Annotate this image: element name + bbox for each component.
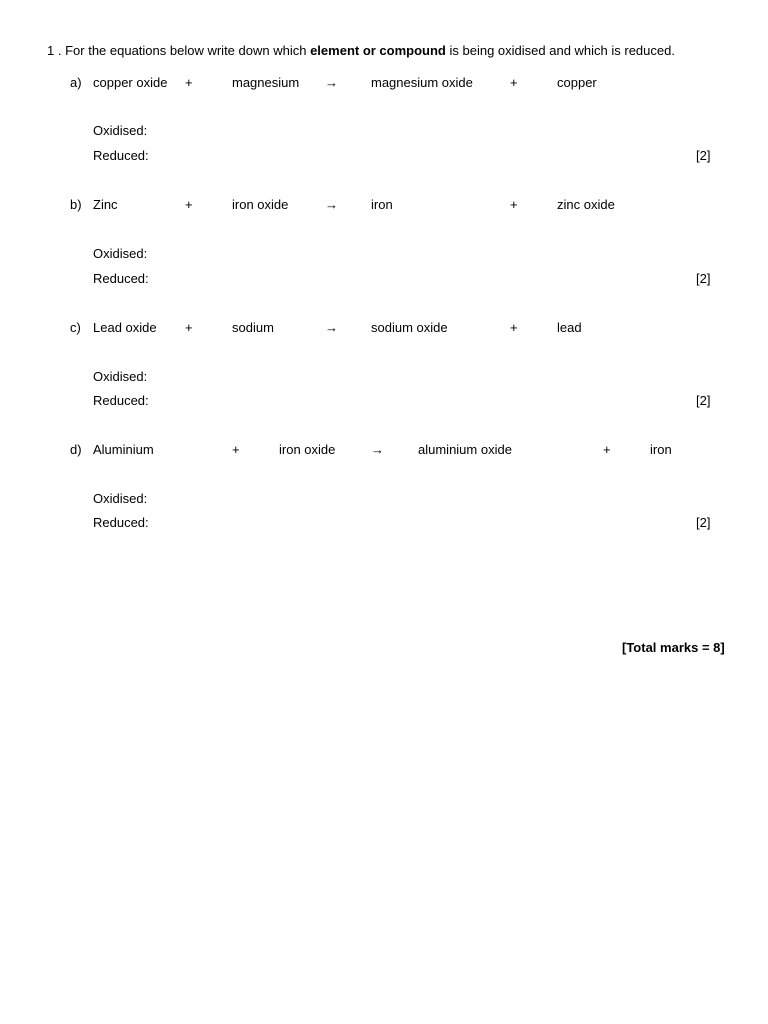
reactant-1: Aluminium	[93, 442, 154, 457]
marks-allocation: [2]	[696, 148, 711, 163]
arrow-right-icon: →	[325, 320, 338, 335]
arrow-right-icon: →	[325, 197, 338, 212]
marks-allocation: [2]	[696, 393, 711, 408]
product-1: aluminium oxide	[418, 442, 512, 457]
reactant-2: iron oxide	[279, 442, 336, 457]
question-number: 1 .	[47, 43, 62, 58]
plus-sign: +	[185, 320, 193, 335]
reactant-1: copper oxide	[93, 75, 168, 90]
question-text-bold: element or compound	[310, 43, 446, 58]
product-1: iron	[371, 197, 393, 212]
product-2: lead	[557, 320, 582, 335]
oxidised-label: Oxidised:	[93, 123, 148, 138]
reactant-1: Zinc	[93, 197, 118, 212]
arrow-right-icon: →	[325, 75, 338, 90]
question-text-before: For the equations below write down which	[65, 43, 307, 58]
marks-allocation: [2]	[696, 271, 711, 286]
plus-sign: +	[232, 442, 240, 457]
part-letter: a)	[70, 75, 82, 90]
product-1: magnesium oxide	[371, 75, 473, 90]
plus-sign: +	[603, 442, 611, 457]
part-letter: b)	[70, 197, 82, 212]
oxidised-label: Oxidised:	[93, 369, 148, 384]
arrow-right-icon: →	[371, 442, 384, 457]
oxidised-label: Oxidised:	[93, 491, 148, 506]
reactant-1: Lead oxide	[93, 320, 157, 335]
reduced-label: Reduced:	[93, 271, 149, 286]
plus-sign: +	[185, 197, 193, 212]
product-2: zinc oxide	[557, 197, 615, 212]
product-1: sodium oxide	[371, 320, 448, 335]
reduced-label: Reduced:	[93, 515, 149, 530]
plus-sign: +	[510, 197, 518, 212]
plus-sign: +	[185, 75, 193, 90]
reduced-label: Reduced:	[93, 393, 149, 408]
plus-sign: +	[510, 75, 518, 90]
part-letter: c)	[70, 320, 81, 335]
oxidised-label: Oxidised:	[93, 246, 148, 261]
total-marks: [Total marks = 8]	[622, 640, 725, 655]
reactant-2: iron oxide	[232, 197, 289, 212]
reduced-label: Reduced:	[93, 148, 149, 163]
marks-allocation: [2]	[696, 515, 711, 530]
question-text-after: is being oxidised and which is reduced.	[449, 43, 675, 58]
part-letter: d)	[70, 442, 82, 457]
plus-sign: +	[510, 320, 518, 335]
product-2: copper	[557, 75, 597, 90]
product-2: iron	[650, 442, 672, 457]
reactant-2: magnesium	[232, 75, 300, 90]
question-text	[47, 43, 675, 59]
reactant-2: sodium	[232, 320, 274, 335]
